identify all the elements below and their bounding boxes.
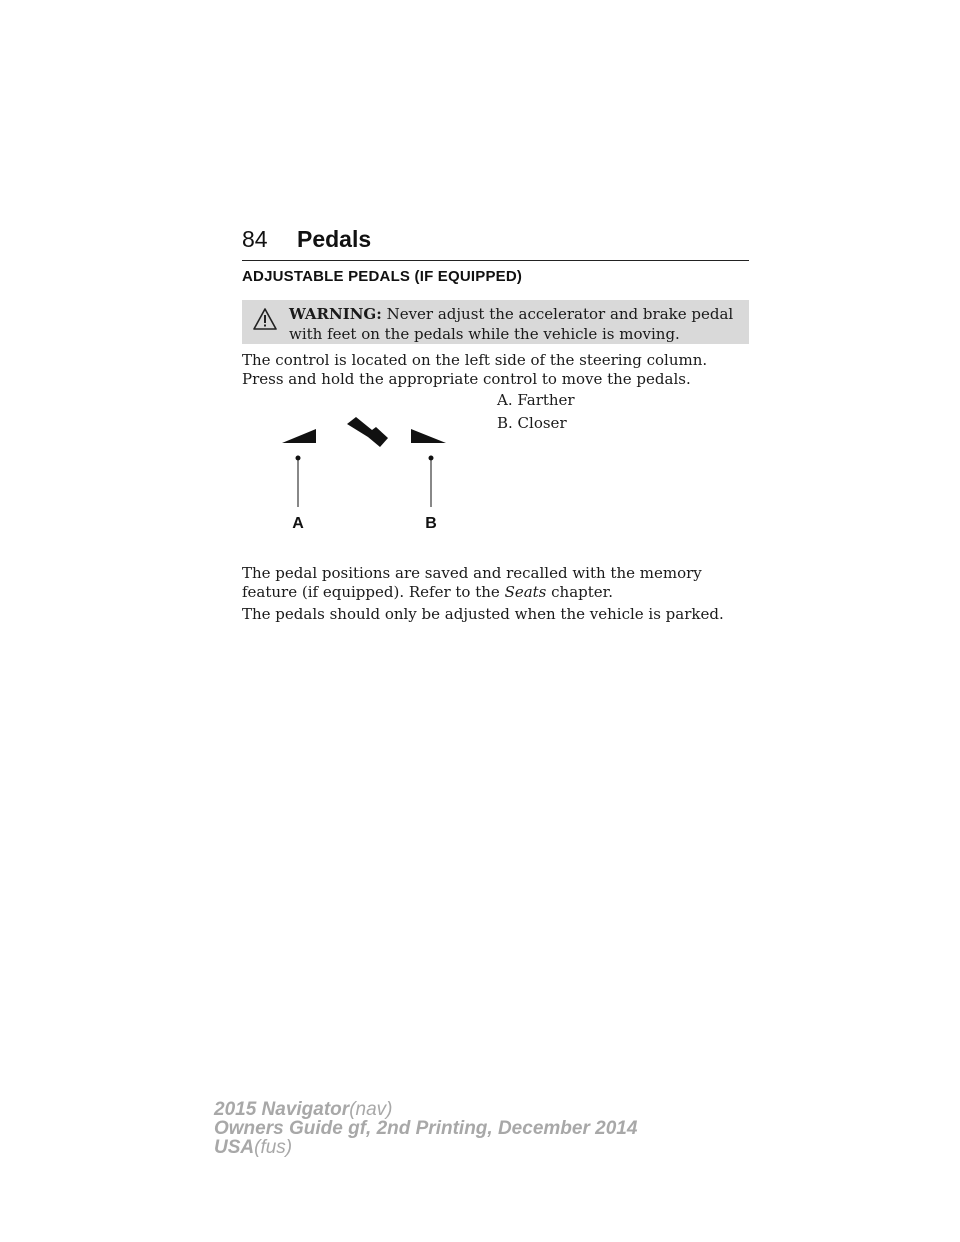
memory-feature-paragraph xyxy=(242,564,752,602)
diagram-label-b: B xyxy=(425,515,437,532)
warning-box xyxy=(242,300,749,344)
memory-text-start: The pedal positions are saved and recalled with the memory feature (if equipped). Refer to the xyxy=(242,564,702,601)
pedal-icon xyxy=(347,417,388,447)
pedal-control-diagram xyxy=(276,414,452,534)
section-heading: ADJUSTABLE PEDALS (IF EQUIPPED) xyxy=(242,268,523,285)
seats-chapter-reference: Seats xyxy=(504,583,547,601)
document-footer xyxy=(214,1100,637,1157)
diagram-label-a: A xyxy=(292,515,304,532)
memory-text-end: chapter. xyxy=(546,583,613,601)
arrow-left-icon xyxy=(282,429,316,443)
footer-model-code: (nav) xyxy=(349,1099,393,1120)
footer-region: USA xyxy=(214,1137,255,1158)
footer-guide: Owners Guide gf, 2nd Printing, December 2014 xyxy=(214,1118,638,1139)
warning-text xyxy=(289,304,739,344)
footer-line-region xyxy=(214,1138,637,1157)
control-location-paragraph: The control is located on the left side of the steering column. Press and hold the appropriate control to move the pedals. xyxy=(242,351,708,388)
page-number: 84 xyxy=(242,226,268,252)
warning-label: WARNING: xyxy=(289,305,382,323)
footer-region-code: (fus) xyxy=(254,1137,293,1158)
footer-model: 2015 Navigator xyxy=(214,1099,350,1120)
legend-item-a: A. Farther xyxy=(497,391,575,409)
footer-line-model xyxy=(214,1100,637,1119)
header-rule xyxy=(242,260,749,261)
chapter-title: Pedals xyxy=(297,226,372,252)
arrow-right-icon xyxy=(411,429,446,443)
legend-item-b: B. Closer xyxy=(497,414,567,432)
warning-message: Never adjust the accelerator and brake pedal with feet on the pedals while the vehicle is moving. xyxy=(289,305,734,343)
parked-adjustment-paragraph: The pedals should only be adjusted when the vehicle is parked. xyxy=(242,605,724,623)
warning-triangle-icon xyxy=(253,308,277,330)
